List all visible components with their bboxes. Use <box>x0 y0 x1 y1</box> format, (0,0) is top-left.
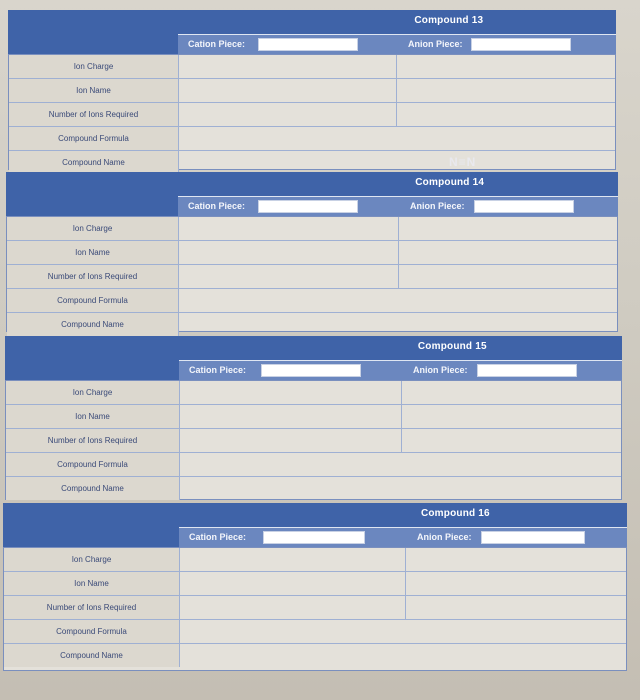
row-ion-charge <box>4 548 626 572</box>
row-ion-name <box>9 79 615 103</box>
cation-cell[interactable] <box>179 79 397 102</box>
row-label: Ion Charge <box>9 55 179 78</box>
cation-piece-label: Cation Piece: <box>189 532 247 542</box>
anion-piece-input[interactable] <box>471 38 571 51</box>
piece-row <box>179 360 622 381</box>
row-label: Compound Name <box>4 644 180 667</box>
cation-cell[interactable] <box>180 572 406 595</box>
anion-piece-input[interactable] <box>477 364 577 377</box>
row-ion-charge <box>7 217 617 241</box>
anion-piece-input[interactable] <box>474 200 574 213</box>
cation-piece-input[interactable] <box>258 38 358 51</box>
header-left-panel <box>5 360 179 380</box>
header-left-panel <box>8 34 178 54</box>
row-ion-name <box>4 572 626 596</box>
row-label: Compound Name <box>6 477 180 500</box>
row-number-of-ions <box>7 265 617 289</box>
cation-cell[interactable] <box>179 55 397 78</box>
header-left-panel <box>6 196 178 216</box>
row-label: Compound Formula <box>9 127 179 150</box>
cation-cell[interactable] <box>179 103 397 126</box>
row-label: Compound Formula <box>6 453 180 476</box>
row-compound-name <box>4 644 626 668</box>
cation-cell[interactable] <box>179 265 399 288</box>
row-label: Number of Ions Required <box>9 103 179 126</box>
row-label: Ion Name <box>9 79 179 102</box>
row-label: Ion Charge <box>7 217 179 240</box>
compound-block-15 <box>5 336 622 500</box>
row-ion-charge <box>9 55 615 79</box>
row-compound-formula <box>9 127 615 151</box>
cation-piece-input[interactable] <box>261 364 361 377</box>
compound-title: Compound 14 <box>415 177 485 188</box>
row-compound-name <box>6 477 621 501</box>
row-label: Number of Ions Required <box>6 429 180 452</box>
piece-row <box>178 34 616 55</box>
row-label: Compound Formula <box>7 289 179 312</box>
row-label: Number of Ions Required <box>7 265 179 288</box>
row-number-of-ions <box>6 429 621 453</box>
row-label: Compound Formula <box>4 620 180 643</box>
compound-block-13 <box>8 10 616 170</box>
row-number-of-ions <box>9 103 615 127</box>
compound-grid <box>5 380 622 500</box>
compound-title: Compound 15 <box>417 341 487 352</box>
row-compound-formula <box>4 620 626 644</box>
watermark-text: N≡N <box>449 155 477 169</box>
row-compound-formula <box>6 453 621 477</box>
compound-header <box>8 10 616 34</box>
compound-header <box>6 172 618 196</box>
row-label: Ion Name <box>7 241 179 264</box>
cation-cell[interactable] <box>180 381 402 404</box>
anion-piece-label: Anion Piece: <box>408 39 463 49</box>
compound-title: Compound 16 <box>420 508 490 519</box>
compound-header <box>3 503 627 527</box>
cation-cell[interactable] <box>180 548 406 571</box>
compound-grid <box>6 216 618 332</box>
row-label: Compound Name <box>7 313 179 336</box>
compound-header <box>5 336 622 360</box>
row-ion-name <box>7 241 617 265</box>
row-label: Ion Name <box>6 405 180 428</box>
cation-cell[interactable] <box>180 405 402 428</box>
cation-piece-input[interactable] <box>258 200 358 213</box>
cation-cell[interactable] <box>180 429 402 452</box>
cation-piece-label: Cation Piece: <box>188 39 246 49</box>
cation-cell[interactable] <box>179 217 399 240</box>
cation-cell[interactable] <box>180 596 406 619</box>
row-label: Compound Name <box>9 151 179 174</box>
row-ion-charge <box>6 381 621 405</box>
row-compound-name <box>7 313 617 337</box>
row-label: Ion Charge <box>4 548 180 571</box>
anion-piece-label: Anion Piece: <box>410 201 465 211</box>
anion-piece-label: Anion Piece: <box>417 532 472 542</box>
compound-grid <box>8 54 616 170</box>
cation-piece-input[interactable] <box>263 531 365 544</box>
compound-grid <box>3 547 627 671</box>
row-ion-name <box>6 405 621 429</box>
row-compound-formula <box>7 289 617 313</box>
row-label: Number of Ions Required <box>4 596 180 619</box>
piece-row <box>178 196 618 217</box>
compound-title: Compound 13 <box>414 15 484 26</box>
cation-piece-label: Cation Piece: <box>189 365 247 375</box>
anion-piece-label: Anion Piece: <box>413 365 468 375</box>
cation-cell[interactable] <box>179 241 399 264</box>
compound-block-16 <box>3 503 627 673</box>
header-left-panel <box>3 527 179 547</box>
cation-piece-label: Cation Piece: <box>188 201 246 211</box>
anion-piece-input[interactable] <box>481 531 585 544</box>
row-label: Ion Name <box>4 572 180 595</box>
compound-block-14 <box>6 172 618 332</box>
row-number-of-ions <box>4 596 626 620</box>
row-label: Ion Charge <box>6 381 180 404</box>
piece-row <box>179 527 627 548</box>
